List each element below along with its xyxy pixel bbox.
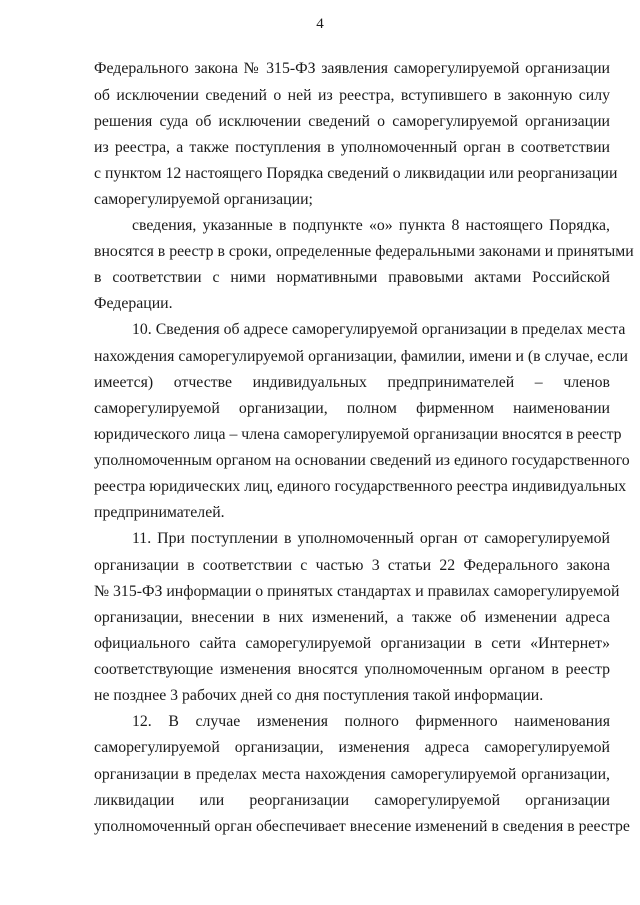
text-line: нахождения саморегулируемой организации, фамилии, имени и (в случае, если bbox=[94, 348, 628, 365]
text-line: саморегулируемой организации; bbox=[94, 191, 313, 208]
text-line: с пунктом 12 настоящего Порядка сведений о ликвидации или реорганизации bbox=[94, 165, 618, 182]
text-line: уполномоченным органом на основании сведений из единого государственного bbox=[94, 452, 630, 469]
text-line: не позднее 3 рабочих дней со дня поступления такой информации. bbox=[94, 687, 544, 704]
text-line: имеется) отчестве индивидуальных предпринимателей – членов bbox=[94, 374, 610, 391]
text-line: саморегулируемой организации, полном фирменном наименовании bbox=[94, 400, 610, 417]
paragraph-first-line: 11. При поступлении в уполномоченный орган от саморегулируемой bbox=[132, 530, 610, 547]
text-line: организации в соответствии с частью 3 статьи 22 Федерального закона bbox=[94, 557, 610, 574]
paragraph-first-line: сведения, указанные в подпункте «о» пункта 8 настоящего Порядка, bbox=[132, 217, 610, 234]
paragraph-first-line: 12. В случае изменения полного фирменного наименования bbox=[132, 713, 610, 730]
text-line: из реестра, а также поступления в уполномоченный орган в соответствии bbox=[94, 139, 610, 156]
text-line: решения суда об исключении сведений о саморегулируемой организации bbox=[94, 113, 610, 130]
text-line: организации в пределах места нахождения саморегулируемой организации, bbox=[94, 766, 610, 783]
text-line: саморегулируемой организации, изменения адреса саморегулируемой bbox=[94, 739, 610, 756]
text-line: соответствующие изменения вносятся уполномоченным органом в реестр bbox=[94, 661, 610, 678]
text-line: юридического лица – члена саморегулируемой организации вносятся в реестр bbox=[94, 426, 622, 443]
text-line: организации, внесении в них изменений, а также об изменении адреса bbox=[94, 609, 610, 626]
text-line: предпринимателей. bbox=[94, 504, 225, 521]
page-number: 4 bbox=[316, 16, 324, 32]
text-line: реестра юридических лиц, единого государственного реестра индивидуальных bbox=[94, 478, 627, 495]
text-line: Федерации. bbox=[94, 295, 173, 312]
text-line: официального сайта саморегулируемой организации в сети «Интернет» bbox=[94, 635, 610, 652]
text-line: № 315-ФЗ информации о принятых стандартах и правилах саморегулируемой bbox=[94, 583, 620, 600]
text-line: об исключении сведений о ней из реестра, вступившего в законную силу bbox=[94, 87, 610, 104]
paragraph-first-line: 10. Сведения об адресе саморегулируемой организации в пределах места bbox=[132, 321, 626, 338]
text-line: в соответствии с ними нормативными правовыми актами Российской bbox=[94, 269, 610, 286]
text-line: Федерального закона № 315-ФЗ заявления саморегулируемой организации bbox=[94, 60, 610, 77]
text-line: уполномоченный орган обеспечивает внесение изменений в сведения в реестре bbox=[94, 818, 630, 835]
text-line: ликвидации или реорганизации саморегулируемой организации bbox=[94, 792, 610, 809]
text-line: вносятся в реестр в сроки, определенные федеральными законами и принятыми bbox=[94, 243, 634, 260]
